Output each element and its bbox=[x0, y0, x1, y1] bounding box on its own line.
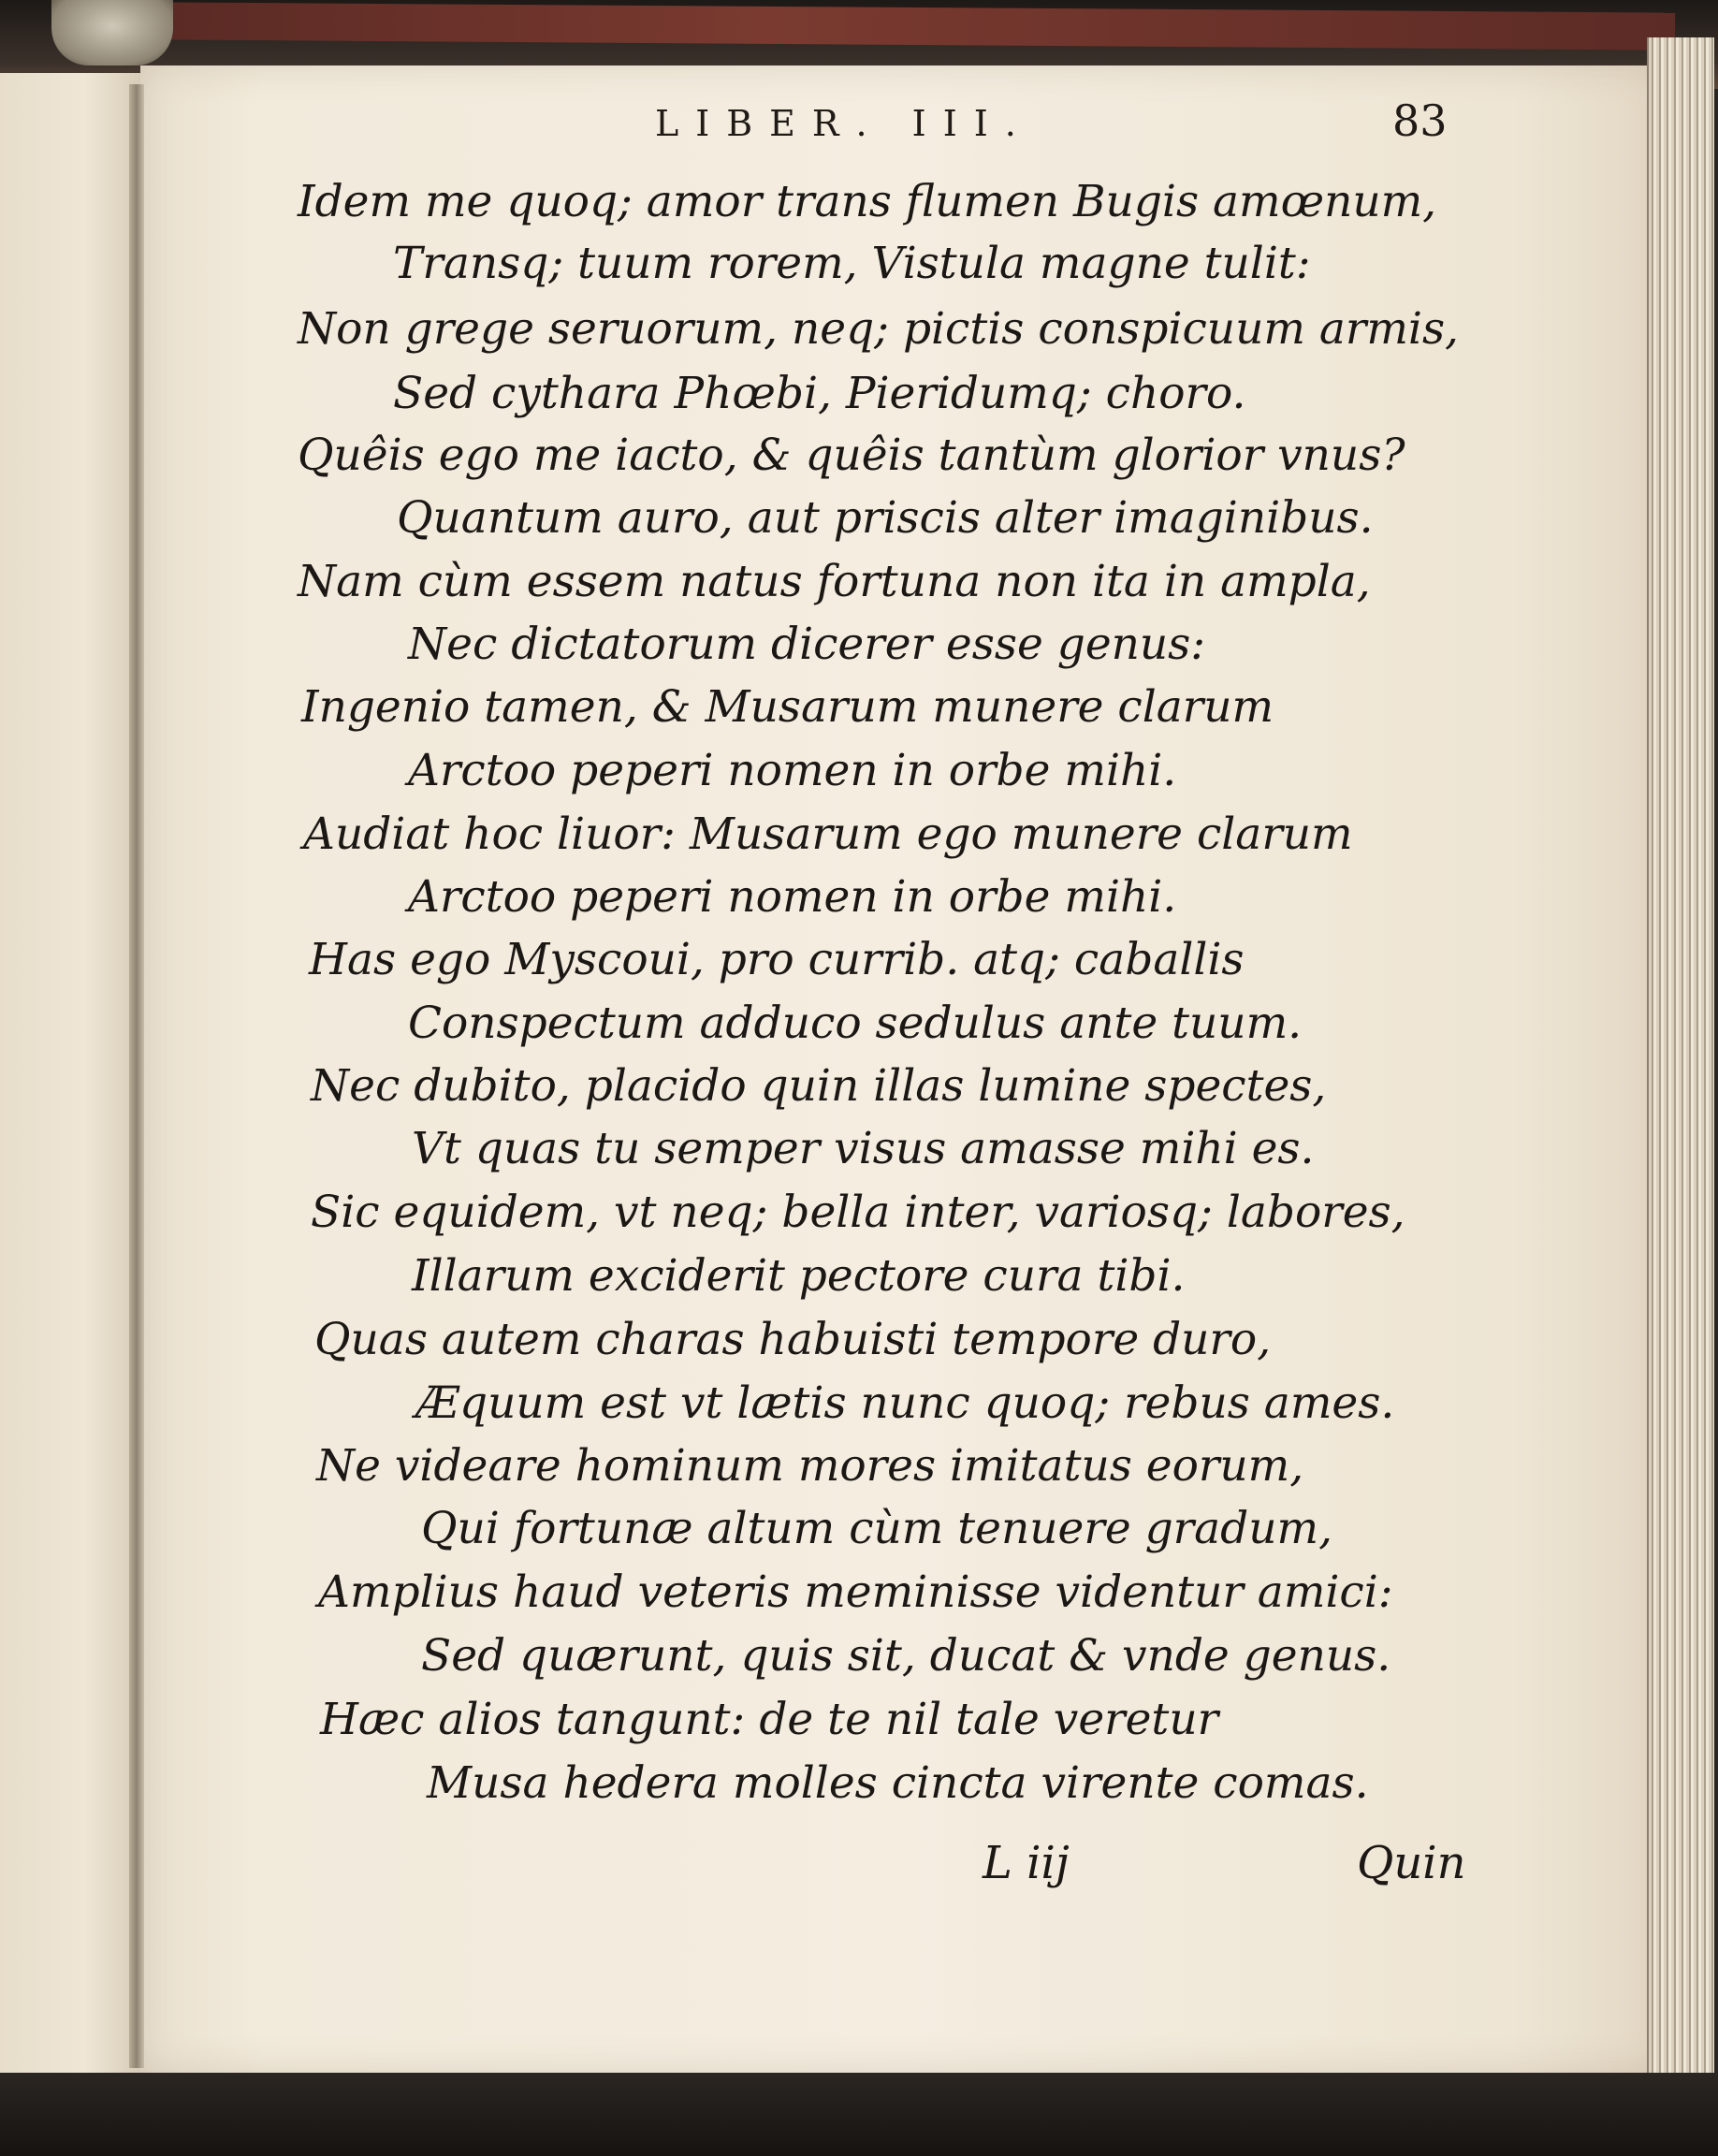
verse-line: Non grege seruorum, neq; pictis conspicuum armis, bbox=[298, 303, 1460, 355]
verse-line: Nec dictatorum dicerer esse genus: bbox=[408, 619, 1206, 670]
scan-bottom-edge bbox=[0, 2073, 1718, 2156]
page-stack-edge bbox=[1647, 37, 1714, 2077]
page-gutter bbox=[129, 84, 144, 2068]
verse-line: Qui fortunæ altum cùm tenuere gradum, bbox=[421, 1503, 1333, 1554]
verse-line: Idem me quoq; amor trans flumen Bugis amœnum, bbox=[298, 176, 1437, 227]
verse-line: Musa hedera molles cincta virente comas. bbox=[427, 1757, 1369, 1809]
running-head: LIBER. III. bbox=[655, 103, 1033, 144]
verse-line: Arctoo peperi nomen in orbe mihi. bbox=[408, 745, 1177, 796]
verse-line: Quantum auro, aut priscis alter imaginibus. bbox=[397, 492, 1374, 544]
bookmark-ribbon bbox=[51, 0, 173, 66]
verse-line: Has ego Myscoui, pro currib. atq; caballis bbox=[309, 934, 1245, 985]
verse-line: Sed cythara Phœbi, Pieridumq; choro. bbox=[393, 368, 1246, 419]
verse-line: Sic equidem, vt neq; bella inter, variosq; labores, bbox=[311, 1187, 1405, 1238]
verse-line: Quêis ego me iacto, & quêis tantùm glorior vnus? bbox=[298, 430, 1405, 481]
verse-line: Nam cùm essem natus fortuna non ita in ampla, bbox=[298, 556, 1371, 607]
verso-page-edge bbox=[0, 73, 140, 2076]
verse-line: Amplius haud veteris meminisse videntur amici: bbox=[318, 1566, 1393, 1618]
verse-line: Transq; tuum rorem, Vistula magne tulit: bbox=[393, 238, 1311, 289]
verse-line: Arctoo peperi nomen in orbe mihi. bbox=[408, 871, 1177, 923]
verse-line: Sed quærunt, quis sit, ducat & vnde genus. bbox=[421, 1630, 1391, 1682]
verse-line: Conspectum adduco sedulus ante tuum. bbox=[408, 998, 1303, 1049]
verse-line: Ne videare hominum mores imitatus eorum, bbox=[316, 1440, 1304, 1492]
catchword: Quin bbox=[1357, 1837, 1466, 1889]
verse-line: Vt quas tu semper visus amasse mihi es. bbox=[412, 1123, 1315, 1174]
verse-line: Audiat hoc liuor: Musarum ego munere clarum bbox=[303, 808, 1353, 860]
verse-line: Quas autem charas habuisti tempore duro, bbox=[314, 1314, 1272, 1365]
verse-line: Hæc alios tangunt: de te nil tale veretur bbox=[320, 1694, 1219, 1745]
signature-mark: L iij bbox=[983, 1837, 1070, 1889]
verse-line: Illarum exciderit pectore cura tibi. bbox=[412, 1250, 1186, 1302]
page-number: 83 bbox=[1392, 95, 1448, 146]
verse-line: Æquum est vt lætis nunc quoq; rebus ames. bbox=[415, 1377, 1395, 1429]
verse-line: Nec dubito, placido quin illas lumine spectes, bbox=[311, 1060, 1327, 1112]
verse-line: Ingenio tamen, & Musarum munere clarum bbox=[301, 681, 1274, 733]
